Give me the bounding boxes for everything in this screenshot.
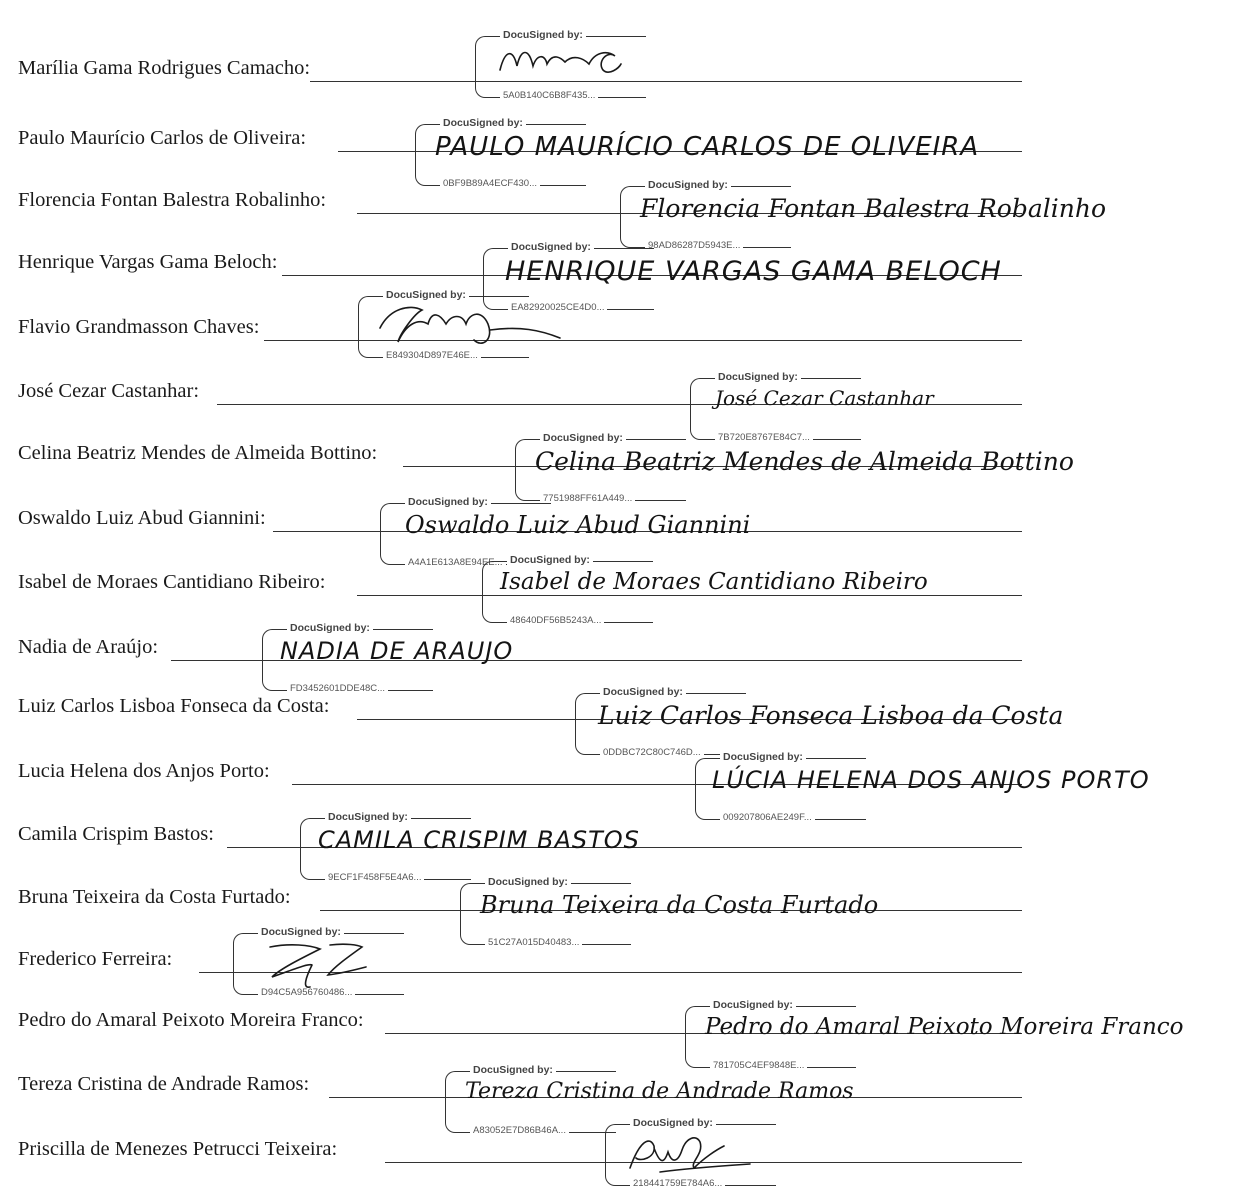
docusign-label: DocuSigned by: bbox=[715, 371, 801, 383]
docusign-envelope-id: 781705C4EF9848E... bbox=[710, 1060, 807, 1071]
docusign-envelope-id: 0DDBC72C80C746D... bbox=[600, 747, 704, 758]
docusign-label: DocuSigned by: bbox=[325, 811, 411, 823]
signatory-name: Florencia Fontan Balestra Robalinho: bbox=[18, 189, 327, 211]
docusign-envelope-id: 0BF9B89A4ECF430... bbox=[440, 178, 540, 189]
signatory-name: Oswaldo Luiz Abud Giannini: bbox=[18, 507, 266, 529]
handwritten-signature: Bruna Teixeira da Costa Furtado bbox=[480, 891, 879, 919]
handwritten-signature: HENRIQUE VARGAS GAMA BELOCH bbox=[505, 256, 1002, 287]
docusign-label: DocuSigned by: bbox=[720, 751, 806, 763]
docusign-envelope-id: 218441759E784A6... bbox=[630, 1178, 725, 1189]
handwritten-signature-scribble bbox=[620, 1128, 820, 1184]
signatory-name: Marília Gama Rodrigues Camacho: bbox=[18, 57, 311, 79]
handwritten-signature: PAULO MAURÍCIO CARLOS DE OLIVEIRA bbox=[435, 132, 980, 162]
docusign-label: DocuSigned by: bbox=[470, 1064, 556, 1076]
handwritten-signature: CAMILA CRISPIM BASTOS bbox=[318, 826, 640, 854]
handwritten-signature-scribble bbox=[250, 937, 450, 993]
handwritten-signature: Isabel de Moraes Cantidiano Ribeiro bbox=[500, 569, 928, 595]
handwritten-signature: Pedro do Amaral Peixoto Moreira Franco bbox=[705, 1014, 1184, 1040]
docusign-label: DocuSigned by: bbox=[405, 496, 491, 508]
handwritten-signature-scribble bbox=[495, 40, 695, 96]
docusign-label: DocuSigned by: bbox=[500, 29, 586, 41]
docusign-envelope-id: 51C27A015D40483... bbox=[485, 937, 582, 948]
handwritten-signature: Celina Beatriz Mendes de Almeida Bottino bbox=[535, 447, 1074, 476]
docusign-label: DocuSigned by: bbox=[600, 686, 686, 698]
docusign-label: DocuSigned by: bbox=[287, 622, 373, 634]
docusign-label: DocuSigned by: bbox=[645, 179, 731, 191]
signature-line bbox=[357, 595, 1022, 596]
docusign-label: DocuSigned by: bbox=[508, 241, 594, 253]
docusign-label: DocuSigned by: bbox=[710, 999, 796, 1011]
handwritten-signature: Tereza Cristina de Andrade Ramos bbox=[465, 1079, 854, 1104]
docusign-envelope-id: 009207806AE249F... bbox=[720, 812, 815, 823]
signatory-name: Paulo Maurício Carlos de Oliveira: bbox=[18, 127, 307, 149]
signatory-name: Priscilla de Menezes Petrucci Teixeira: bbox=[18, 1138, 338, 1160]
handwritten-signature: Oswaldo Luiz Abud Giannini bbox=[405, 511, 751, 539]
signatory-name: Celina Beatriz Mendes de Almeida Bottino: bbox=[18, 442, 378, 464]
docusign-envelope-id: 7751988FF61A449... bbox=[540, 493, 635, 504]
signatory-name: Camila Crispim Bastos: bbox=[18, 823, 214, 845]
signatory-name: Isabel de Moraes Cantidiano Ribeiro: bbox=[18, 571, 326, 593]
docusign-label: DocuSigned by: bbox=[258, 926, 344, 938]
docusign-envelope-id: 5A0B140C6B8F435... bbox=[500, 90, 598, 101]
docusign-label: DocuSigned by: bbox=[383, 289, 469, 301]
signatory-name: Nadia de Araújo: bbox=[18, 636, 159, 658]
handwritten-signature: LÚCIA HELENA DOS ANJOS PORTO bbox=[712, 766, 1150, 794]
docusign-envelope-id: FD3452601DDE48C... bbox=[287, 683, 388, 694]
docusign-label: DocuSigned by: bbox=[507, 554, 593, 566]
signatory-name: Bruna Teixeira da Costa Furtado: bbox=[18, 886, 291, 908]
docusign-envelope-id: 98AD86287D5943E... bbox=[645, 240, 743, 251]
docusign-envelope-id: D94C5A956760486... bbox=[258, 987, 355, 998]
docusign-label: DocuSigned by: bbox=[485, 876, 571, 888]
docusign-envelope-id: EA82920025CE4D0... bbox=[508, 302, 607, 313]
docusign-label: DocuSigned by: bbox=[630, 1117, 716, 1129]
docusign-envelope-id: A83052E7D86B46A... bbox=[470, 1125, 569, 1136]
handwritten-signature: Florencia Fontan Balestra Robalinho bbox=[640, 194, 1106, 223]
signatory-name: Flavio Grandmasson Chaves: bbox=[18, 316, 260, 338]
handwritten-signature: Luiz Carlos Fonseca Lisboa da Costa bbox=[598, 701, 1064, 730]
handwritten-signature: NADIA DE ARAUJO bbox=[280, 637, 514, 665]
signatory-name: José Cezar Castanhar: bbox=[18, 380, 200, 402]
signatory-name: Henrique Vargas Gama Beloch: bbox=[18, 251, 278, 273]
docusign-envelope-id: 9ECF1F458F5E4A6... bbox=[325, 872, 424, 883]
docusign-envelope-id: 48640DF56B5243A... bbox=[507, 615, 604, 626]
docusign-label: DocuSigned by: bbox=[440, 117, 526, 129]
handwritten-signature: José Cezar Castanhar bbox=[715, 386, 934, 410]
handwritten-signature-scribble bbox=[370, 300, 570, 356]
signatory-name: Luiz Carlos Lisboa Fonseca da Costa: bbox=[18, 695, 330, 717]
docusign-label: DocuSigned by: bbox=[540, 432, 626, 444]
signatory-name: Pedro do Amaral Peixoto Moreira Franco: bbox=[18, 1009, 364, 1031]
signatory-name: Lucia Helena dos Anjos Porto: bbox=[18, 760, 270, 782]
docusign-envelope-id: A4A1E613A8E94EE... bbox=[405, 557, 506, 568]
docusign-envelope-id: E849304D897E46E... bbox=[383, 350, 481, 361]
signatory-name: Frederico Ferreira: bbox=[18, 948, 173, 970]
signatory-name: Tereza Cristina de Andrade Ramos: bbox=[18, 1073, 310, 1095]
docusign-envelope-id: 7B720E8767E84C7... bbox=[715, 432, 813, 443]
